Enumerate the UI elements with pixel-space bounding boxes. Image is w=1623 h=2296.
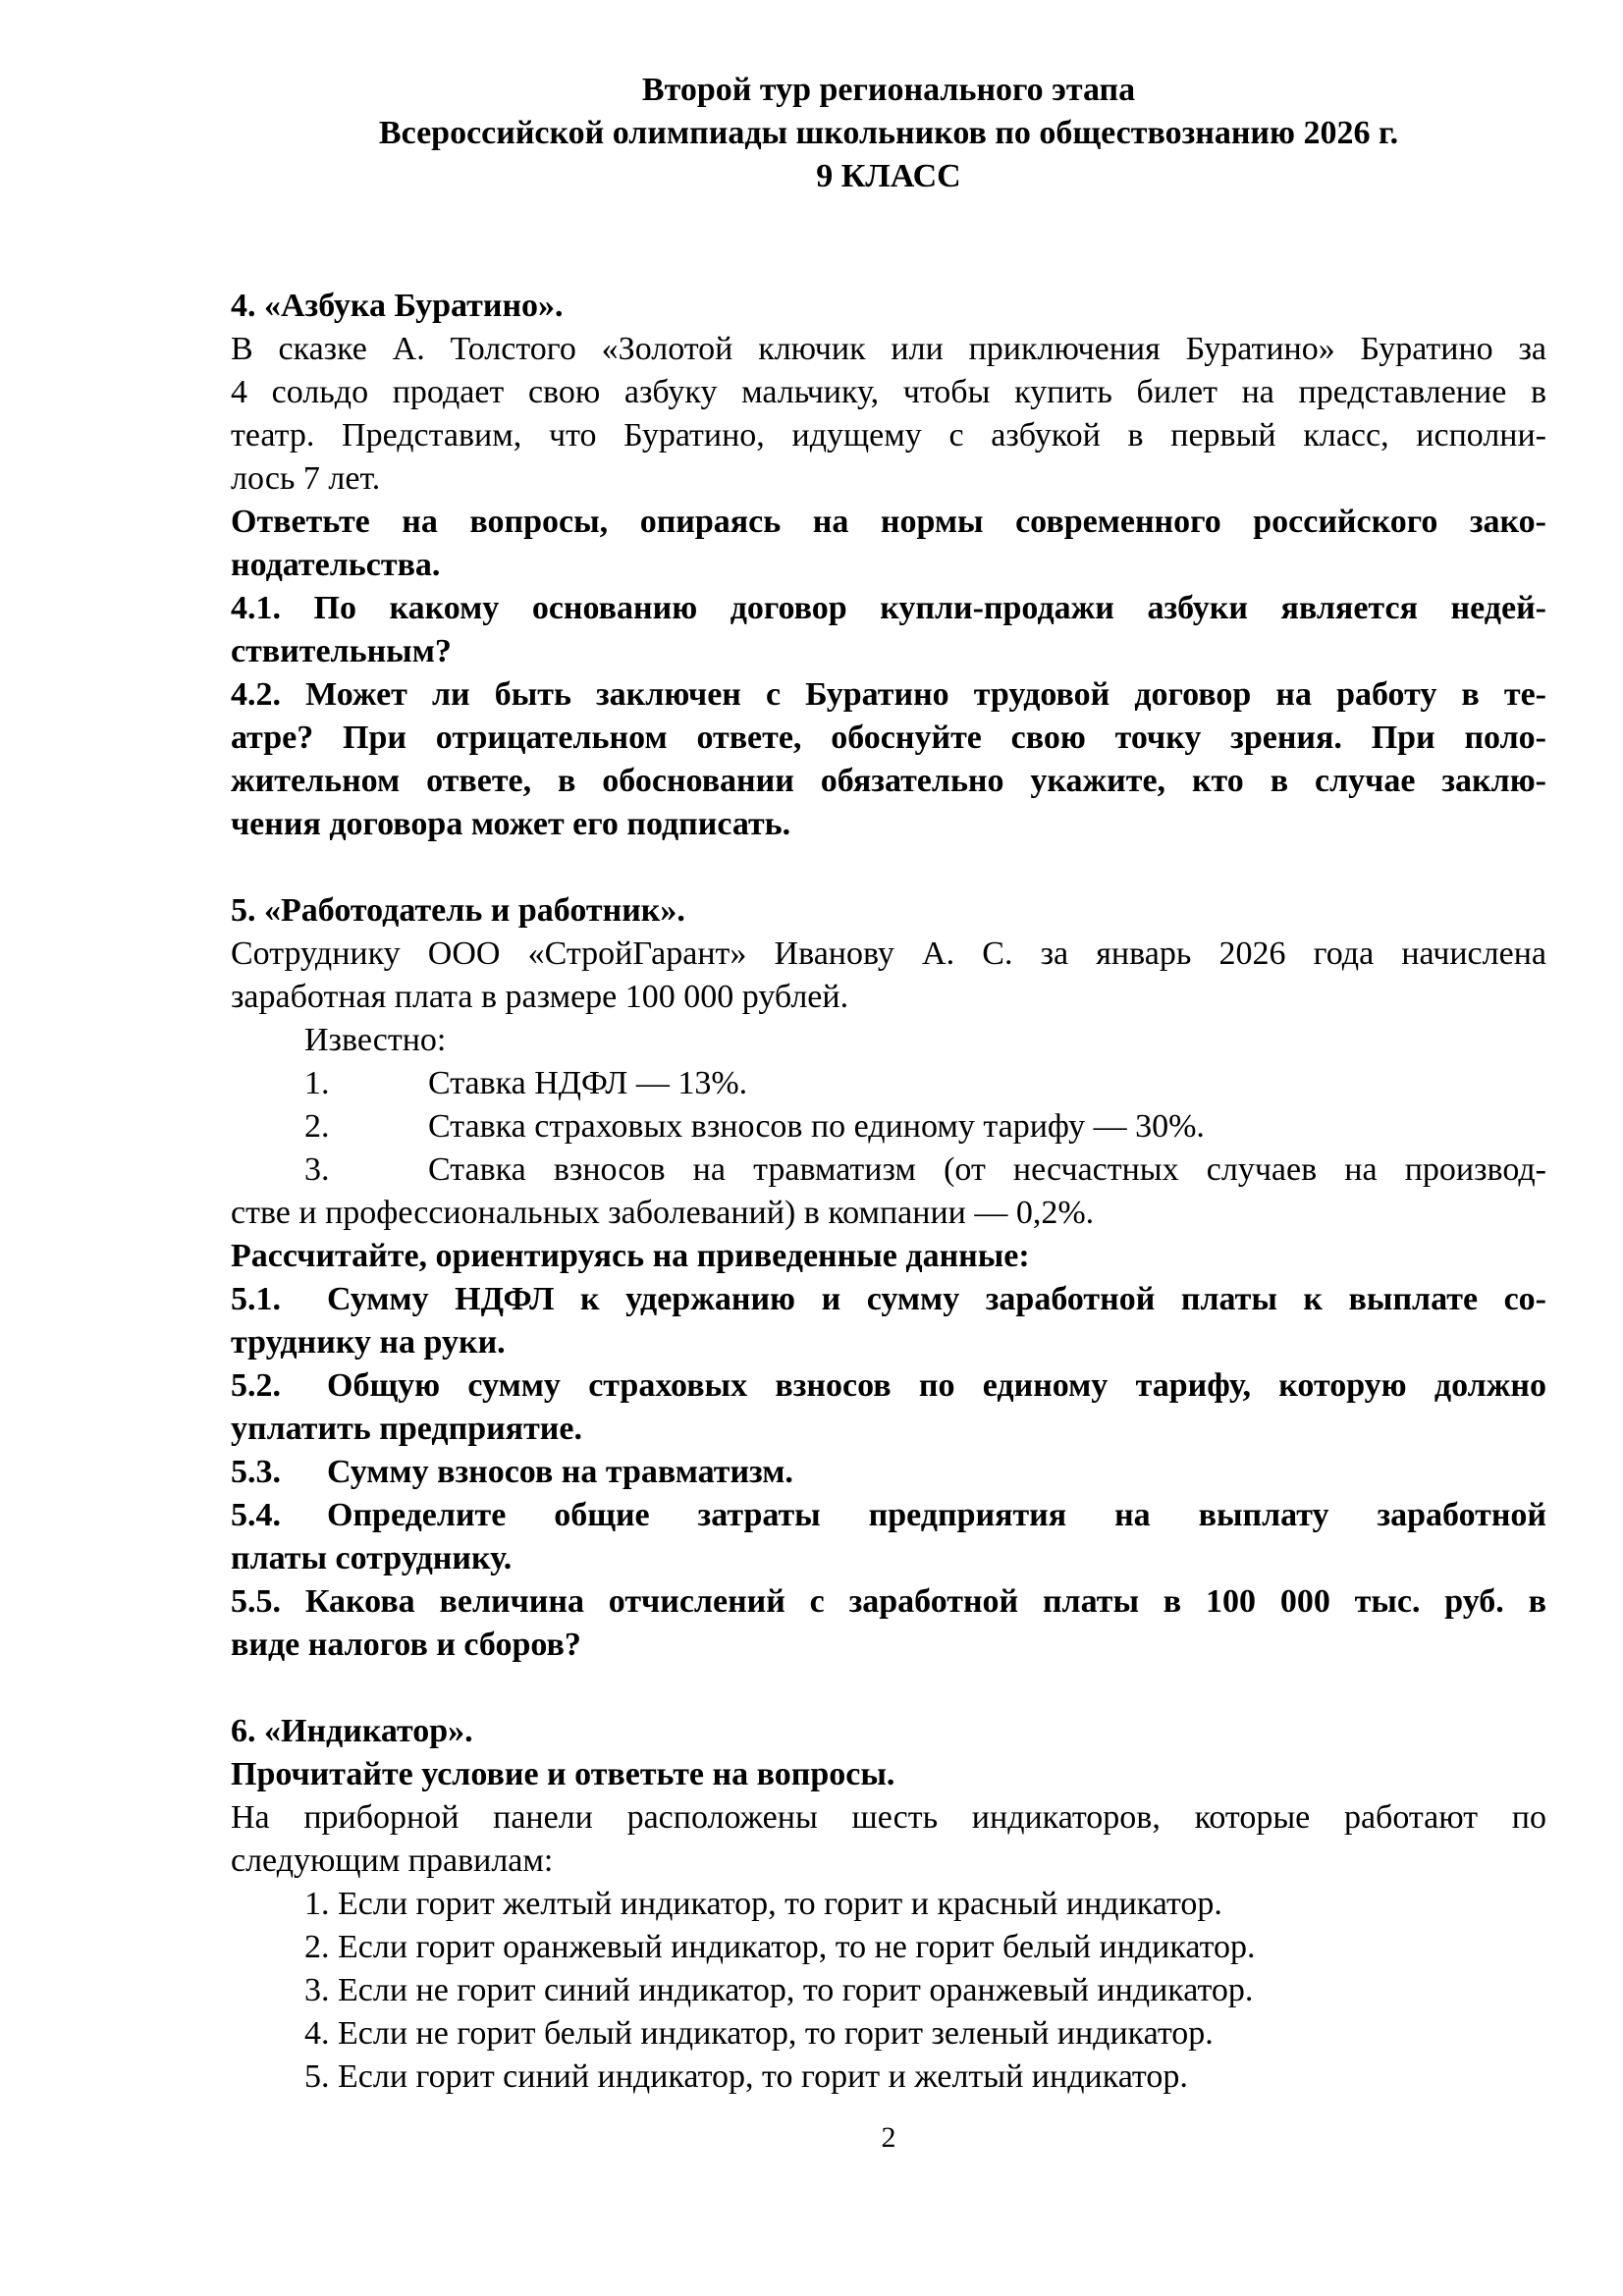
text-line: Известно: <box>304 1022 447 1058</box>
text-line: В сказке А. Толстого «Золотой ключик или приключения Буратино» Буратино за <box>231 331 1546 367</box>
text-line: 2. Ставка страховых взносов по единому тарифу — 30%. <box>231 1105 1546 1148</box>
text-line: заработная плата в размере 100 000 рублей. <box>231 979 849 1015</box>
text-line: ствительным? <box>231 633 452 669</box>
text-line: 3. Ставка взносов на травматизм (от несчастных случаев на производ- <box>231 1148 1546 1192</box>
text-line: Второй тур регионального этапа <box>641 72 1136 108</box>
list-number: 5.4. <box>231 1497 281 1533</box>
list-number: 5.1. <box>231 1281 281 1317</box>
text-line: труднику на руки. <box>231 1324 506 1361</box>
text-line: атре? При отрицательном ответе, обоснуйте свою точку зрения. При поло- <box>231 720 1546 756</box>
text-line: Сотруднику ООО «СтройГарант» Иванову А. С. за январь 2026 года начислена <box>231 935 1546 972</box>
text-line: 4.2. Может ли быть заключен с Буратино трудовой договор на работу в те- <box>231 676 1546 713</box>
blank-line <box>231 1667 1546 1710</box>
text-line: следующим правилам: <box>231 1842 554 1879</box>
text-line: 9 КЛАСС <box>816 158 961 194</box>
text-line: 3. Если не горит синий индикатор, то горит оранжевый индикатор. <box>304 1972 1254 2008</box>
blank-line <box>231 198 1546 241</box>
text-line: 5.2. Общую сумму страховых взносов по единому тарифу, которую должно <box>231 1364 1546 1408</box>
text-line: виде налогов и сборов? <box>231 1627 581 1663</box>
text-line: Прочитайте условие и ответьте на вопросы. <box>231 1756 895 1792</box>
text-line: платы сотруднику. <box>231 1540 513 1576</box>
list-number: 1. <box>304 1065 330 1101</box>
document-body <box>231 69 1546 2099</box>
text-line: чения договора может его подписать. <box>231 806 791 842</box>
page-footer <box>231 2120 1546 2156</box>
text-line: театр. Представим, что Буратино, идущему с азбукой в первый класс, исполни- <box>231 417 1546 454</box>
text-line: Всероссийской олимпиады школьников по обществознанию 2026 г. <box>378 115 1399 151</box>
list-number: 5.2. <box>231 1367 281 1404</box>
text-line: 1. Ставка НДФЛ — 13%. <box>231 1062 1546 1105</box>
text-line: 5.1. Сумму НДФЛ к удержанию и сумму заработной платы к выплате со- <box>231 1278 1546 1321</box>
text-line: 2. Если горит оранжевый индикатор, то не горит белый индикатор. <box>304 1929 1256 1965</box>
blank-line <box>231 241 1546 285</box>
text-line: нодательства. <box>231 547 441 583</box>
page-number: 2 <box>881 2121 896 2154</box>
text-line: лось 7 лет. <box>231 460 381 497</box>
text-line: 5. Если горит синий индикатор, то горит и желтый индикатор. <box>304 2058 1188 2095</box>
list-number: 3. <box>304 1151 330 1188</box>
text-line: 1. Если горит желтый индикатор, то горит и красный индикатор. <box>304 1886 1222 1922</box>
text-line: Рассчитайте, ориентируясь на приведенные данные: <box>231 1238 1030 1274</box>
text-line: 6. «Индикатор». <box>231 1713 473 1749</box>
text-line: уплатить предприятие. <box>231 1411 582 1447</box>
text-line: 4.1. По какому основанию договор купли-продажи азбуки является недей- <box>231 590 1546 626</box>
text-line: стве и профессиональных заболеваний) в компании — 0,2%. <box>231 1195 1095 1231</box>
text-line: 5. «Работодатель и работник». <box>231 892 685 929</box>
text-line: 4. Если не горит белый индикатор, то горит зеленый индикатор. <box>304 2015 1214 2052</box>
text-line: 5.4. Определите общие затраты предприятия на выплату заработной <box>231 1494 1546 1537</box>
list-number: 2. <box>304 1108 330 1145</box>
text-line: 5.3. Сумму взносов на травматизм. <box>231 1451 1546 1494</box>
text-line: жительном ответе, в обосновании обязательно укажите, кто в случае заклю- <box>231 763 1546 799</box>
text-line: На приборной панели расположены шесть индикаторов, которые работают по <box>231 1799 1546 1836</box>
text-line: 5.5. Какова величина отчислений с заработной платы в 100 000 тыс. руб. в <box>231 1583 1546 1620</box>
text-line: 4. «Азбука Буратино». <box>231 288 564 324</box>
list-number: 5.3. <box>231 1454 281 1490</box>
text-line: 4 сольдо продает свою азбуку мальчику, чтобы купить билет на представление в <box>231 374 1546 410</box>
text-line: Ответьте на вопросы, опираясь на нормы современного российского зако- <box>231 504 1546 540</box>
blank-line <box>231 846 1546 889</box>
